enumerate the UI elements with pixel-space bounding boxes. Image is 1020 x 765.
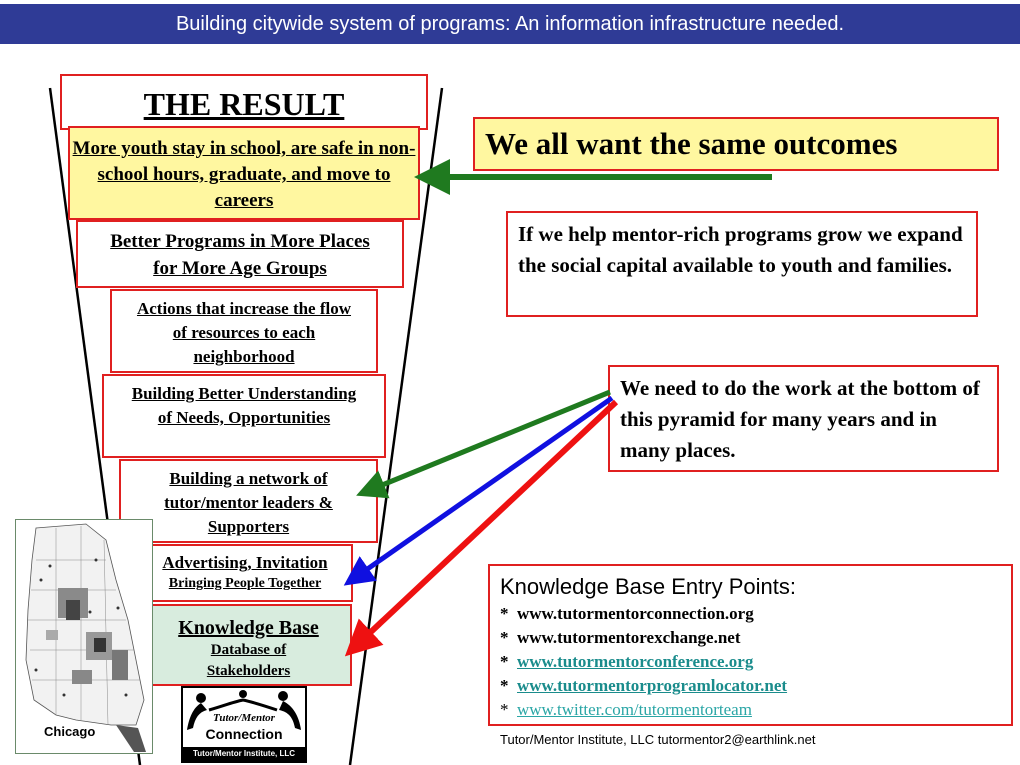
callout-work-text: We need to do the work at the bottom of this pyramid for many years and in many places. <box>620 376 980 462</box>
logo-footer: Tutor/Mentor Institute, LLC <box>183 747 305 761</box>
pyramid-level-outcomes-text: More youth stay in school, are safe in non-school hours, graduate, and move to careers <box>72 138 416 211</box>
callout-outcomes-text: We all want the same outcomes <box>485 126 898 161</box>
pyramid-level-understanding-text: Building Better Understanding of Needs, Opportunities <box>131 384 357 427</box>
knowledge-base-subtitle: Database of Stakeholders <box>206 642 291 679</box>
advertising-line-2: Bringing People Together <box>168 576 322 591</box>
logo-line-2: Connection <box>205 726 283 742</box>
chicago-map-label: Chicago <box>44 724 96 739</box>
pyramid-level-actions-text: Actions that increase the flow of resources to each neighborhood <box>136 299 352 366</box>
entry-bullet: * <box>500 604 509 623</box>
callout-social-capital-text: If we help mentor-rich programs grow we expand the social capital available to youth and families. <box>518 222 963 277</box>
slide-title: Building citywide system of programs: An information infrastructure needed. <box>175 13 845 35</box>
pyramid-level-network-text: Building a network of tutor/mentor leaders & Supporters <box>164 469 333 536</box>
entry-link-1[interactable]: www.tutormentorconnection.org <box>517 604 754 623</box>
entry-bullet: * <box>500 652 509 671</box>
logo-line-1: Tutor/Mentor <box>213 712 275 724</box>
entry-link-2[interactable]: www.tutormentorexchange.net <box>517 628 741 647</box>
arrow-to-advertising <box>356 398 612 577</box>
entry-bullet: * <box>500 700 509 719</box>
entry-link-3[interactable]: www.tutormentorconference.org <box>517 652 754 671</box>
entry-bullet: * <box>500 628 509 647</box>
entry-bullet: * <box>500 676 509 695</box>
entry-link-4[interactable]: www.tutormentorprogramlocator.net <box>517 676 788 695</box>
arrow-to-knowledge-base <box>358 402 616 644</box>
footer-credit-text: Tutor/Mentor Institute, LLC tutormentor2@earthlink.net <box>500 732 816 747</box>
entry-points-title: Knowledge Base Entry Points: <box>500 574 796 599</box>
result-heading: THE RESULT <box>143 86 345 122</box>
advertising-line-1: Advertising, Invitation <box>162 553 328 572</box>
knowledge-base-title: Knowledge Base <box>178 617 319 639</box>
pyramid-level-better-programs-text: Better Programs in More Places for More Age Groups <box>110 231 370 279</box>
entry-link-5[interactable]: www.twitter.com/tutormentorteam <box>517 700 752 719</box>
